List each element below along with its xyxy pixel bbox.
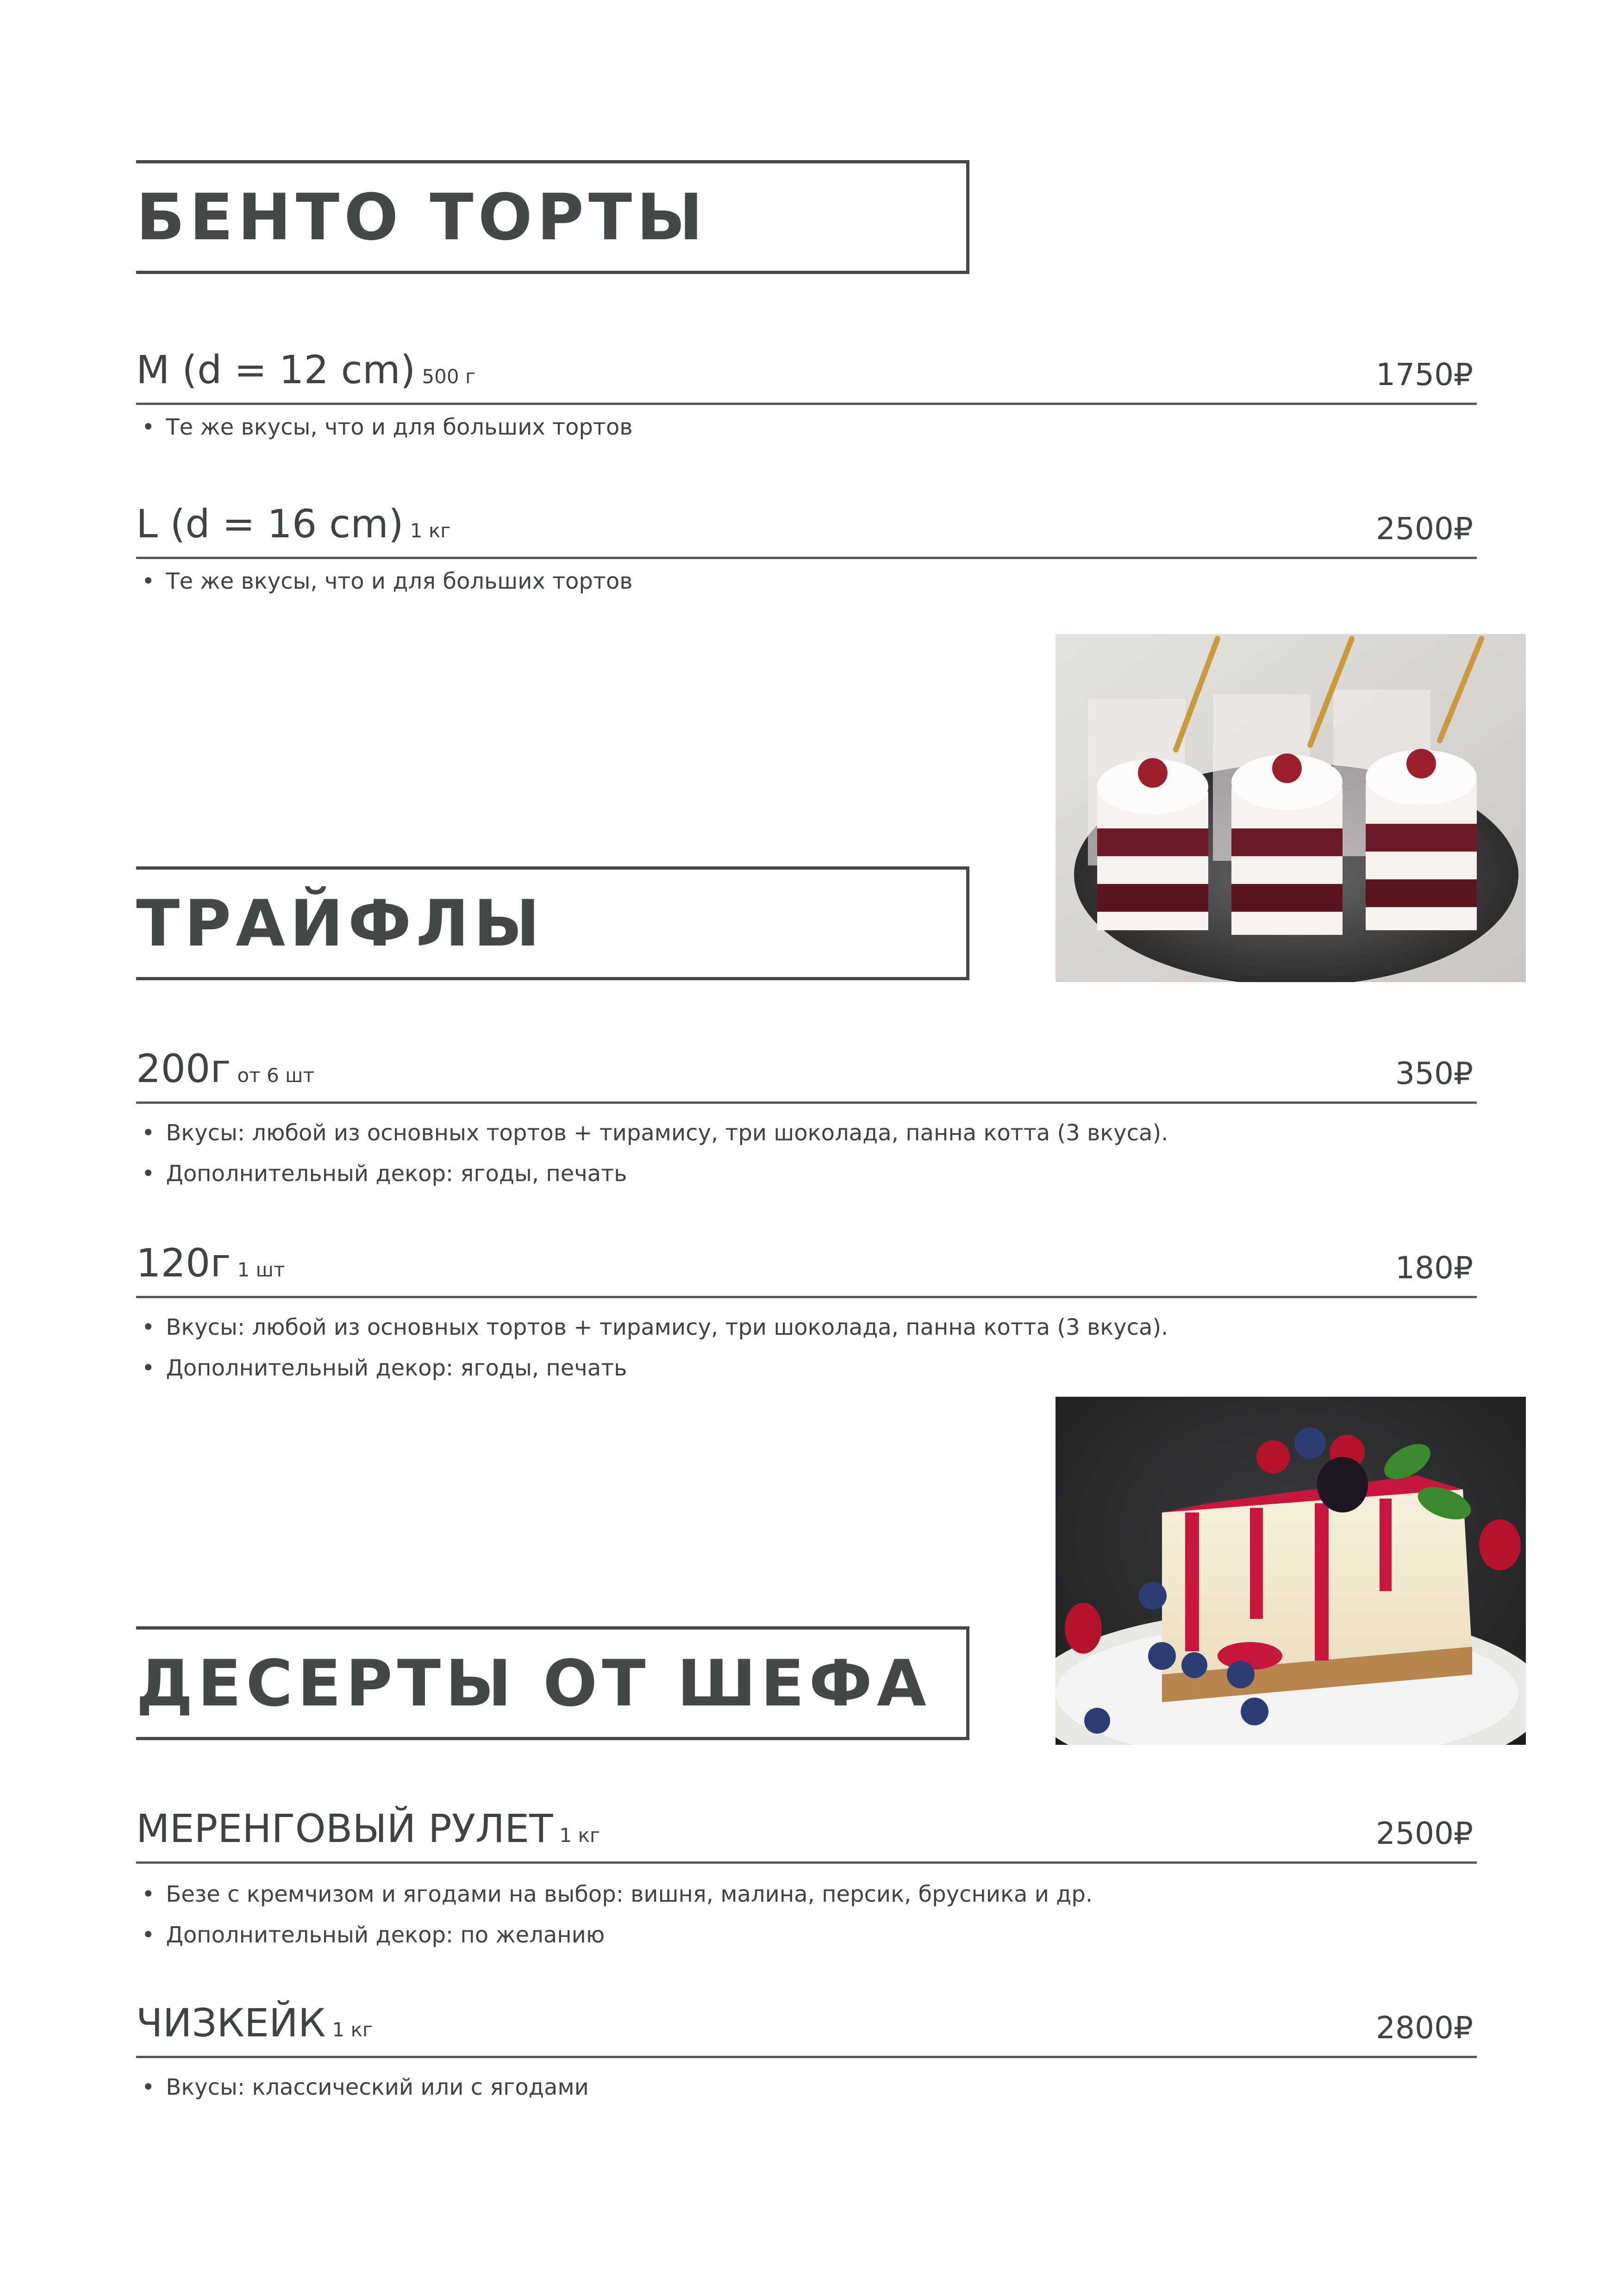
item-unit: 1 кг <box>332 2018 373 2041</box>
item-note <box>142 1881 1093 1907</box>
section-header-chef-desserts <box>136 1626 969 1740</box>
bullet: • <box>142 1161 155 1187</box>
item-note <box>142 414 632 440</box>
item-note-text: Дополнительный декор: ягоды, печать <box>166 1355 627 1381</box>
item-unit: от 6 шт <box>237 1064 314 1087</box>
item-name: 200г <box>136 1046 231 1091</box>
item-price: 180₽ <box>1395 1250 1473 1286</box>
item-note-text: Безе с кремчизом и ягодами на выбор: вишня, малина, персик, брусника и др. <box>166 1881 1093 1907</box>
menu-item-row <box>136 1806 1477 1864</box>
section-header-trifles <box>136 866 969 980</box>
trifles-photo <box>1056 634 1526 982</box>
bullet: • <box>142 1314 155 1340</box>
item-note-text: Дополнительный декор: ягоды, печать <box>166 1161 627 1187</box>
item-price: 350₽ <box>1395 1056 1473 1091</box>
item-name: M (d = 12 cm) <box>136 347 416 392</box>
item-note <box>142 568 632 594</box>
item-note <box>142 1355 627 1381</box>
menu-item-row <box>136 1046 1477 1104</box>
item-name: ЧИЗКЕЙК <box>136 2000 326 2046</box>
item-note-text: Те же вкусы, что и для больших тортов <box>166 414 633 440</box>
item-note-text: Дополнительный декор: по желанию <box>166 1922 605 1948</box>
item-name: 120г <box>136 1240 231 1286</box>
menu-item-row <box>136 347 1477 405</box>
item-name: L (d = 16 cm) <box>136 501 404 547</box>
menu-item-row <box>136 501 1477 559</box>
item-note <box>142 1120 1168 1146</box>
item-unit: 500 г <box>422 365 476 388</box>
item-unit: 1 шт <box>237 1258 285 1281</box>
item-unit: 1 кг <box>410 519 451 542</box>
item-price: 1750₽ <box>1376 357 1473 392</box>
menu-item-row <box>136 1240 1477 1298</box>
item-unit: 1 кг <box>559 1824 600 1847</box>
item-note <box>142 1922 605 1948</box>
bullet: • <box>142 2074 155 2100</box>
menu-item-row <box>136 2000 1477 2058</box>
item-name: МЕРЕНГОВЫЙ РУЛЕТ <box>136 1806 553 1851</box>
item-note <box>142 2074 589 2100</box>
section-title: ТРАЙФЛЫ <box>136 886 545 961</box>
item-note-text: Вкусы: любой из основных тортов + тирамису, три шоколада, панна котта (3 вкуса). <box>166 1314 1168 1340</box>
item-price: 2800₽ <box>1376 2010 1473 2046</box>
section-header-bento <box>136 160 969 274</box>
item-note <box>142 1314 1168 1340</box>
bullet: • <box>142 568 155 594</box>
section-title: ДЕСЕРТЫ ОТ ШЕФА <box>136 1646 931 1721</box>
cheesecake-photo <box>1056 1397 1526 1745</box>
item-note-text: Вкусы: классический или с ягодами <box>166 2074 589 2100</box>
bullet: • <box>142 1355 155 1381</box>
bullet: • <box>142 1922 155 1948</box>
item-note-text: Вкусы: любой из основных тортов + тирамису, три шоколада, панна котта (3 вкуса). <box>166 1120 1168 1146</box>
section-title: БЕНТО ТОРТЫ <box>136 180 708 255</box>
bullet: • <box>142 1881 155 1907</box>
item-price: 2500₽ <box>1376 1816 1473 1851</box>
bullet: • <box>142 1120 155 1146</box>
bullet: • <box>142 414 155 440</box>
item-price: 2500₽ <box>1376 511 1473 547</box>
item-note-text: Те же вкусы, что и для больших тортов <box>166 568 633 594</box>
item-note <box>142 1161 627 1187</box>
